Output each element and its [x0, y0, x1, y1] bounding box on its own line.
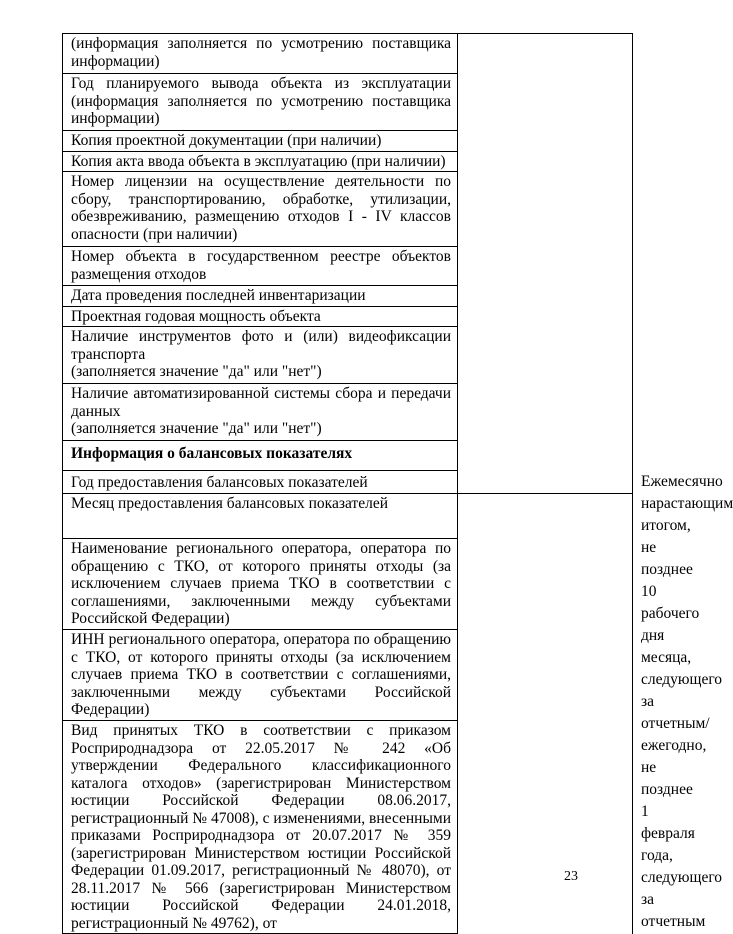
- table-cell: ИНН регионального оператора, оператора по обращению с ТКО, от которого приняты отходы (за исключением случаев приема ТКО в соответствии с соглашениями, заключенными между субъектами Российской Федерации): [63, 630, 458, 721]
- page-number: 23: [564, 869, 578, 884]
- table-cell: Проектная годовая мощность объекта: [63, 306, 458, 327]
- table-cell: Вид принятых ТКО в соответствии с приказом Росприроднадзора от 22.05.2017 № 242 «Об утверждении Федерального классификационного каталога отходов» (зарегистрирован Министерством юстиции Российской Федерации 08.06.2017, регистрационный № 47008), с изменениями, внесенными приказами Росприроднадзора от 20.07.2017 № 359 (зарегистрирован Министерством юстиции Российской Федерации 01.09.2017, регистрационный № 48070), от 28.11.2017 № 566 (зарегистрирован Министерством юстиции Российской Федерации 24.01.2018, регистрационный № 49762), от: [63, 721, 458, 934]
- cell-note: (заполняется значение "да" или "нет"): [71, 363, 322, 380]
- cell-text: Наличие инструментов фото и (или) видеофиксации транспорта: [71, 328, 451, 363]
- table-cell: Номер объекта в государственном реестре объектов размещения отходов: [63, 247, 458, 286]
- table-cell: Копия проектной документации (при наличии): [63, 131, 458, 152]
- table-cell: Месяц предоставления балансовых показателей: [63, 494, 458, 539]
- table-cell: [63, 384, 458, 441]
- table-cell: Номер лицензии на осуществление деятельности по сбору, транспортированию, обработке, утилизации, обезвреживанию, размещению отходов I - IV классов опасности (при наличии): [63, 172, 458, 247]
- table-cell: Год предоставления балансовых показателей: [63, 471, 458, 494]
- cell-note: (заполняется значение "да" или "нет"): [71, 420, 322, 437]
- empty-right-cell: [458, 34, 633, 494]
- table-cell: (информация заполняется по усмотрению поставщика информации): [63, 34, 458, 74]
- table-cell: Копия акта ввода объекта в эксплуатацию (при наличии): [63, 151, 458, 172]
- table-cell: Наименование регионального оператора, оператора по обращению с ТКО, от которого приняты отходы (за исключением случаев приема ТКО в соответствии с соглашениями, заключенными между субъектами Российской Федерации): [63, 539, 458, 630]
- cell-text: Наличие автоматизированной системы сбора и передачи данных: [71, 385, 451, 420]
- section-header: Информация о балансовых показателях: [63, 441, 458, 471]
- table-cell: Год планируемого вывода объекта из эксплуатации (информация заполняется по усмотрению поставщика информации): [63, 74, 458, 131]
- table-cell: Дата проведения последней инвентаризации: [63, 286, 458, 307]
- table-cell: [63, 327, 458, 384]
- requirements-table: (информация заполняется по усмотрению поставщика информации) Год планируемого вывода объекта из эксплуатации (информация заполняется по усмотрению поставщика информации) Копия проектной документации (при наличии) Копия акта ввода объекта в эксплуатацию (при наличии) Номер лицензии на осуществление деятельности по сбору, транспортированию, обработке, утилизации, обезвреживанию, размещению отходов I - IV классов опасности (при наличии) Номер объекта в государственном реестре объектов размещения отходов Дата проведения последней инвентаризации Проектная годовая мощность объекта Наличие инструментов фото и (или) видеофиксации транспорта (заполняется значение "да" или "нет") Наличие автоматизированной системы сбора и передачи данных (заполняется значение "да" или "нет") Информация о балансовых показателях Год предоставления балансовых показателей Ежемесячно нарастающим итогом, не позднее 10 рабочего дня месяца, следующего за отчетным/ежегодно, не позднее 1 февраля года, следующего за отчетным Месяц предоставления балансовых показателей Наименование регионального оператора, оператора по обращению с ТКО, от которого приняты отходы (за исключением случаев приема ТКО в соответствии с соглашениями, заключенными между субъектами Российской Федерации) ИНН регионального оператора, оператора по обращению с ТКО, от которого приняты отходы (за исключением случаев приема ТКО в соответствии с соглашениями, заключенными между субъектами Российской Федерации) Вид принятых ТКО в соответствии с приказом Росприроднадзора от 22.05.2017 № 242 «Об утверждении Федерального классификационного каталога отходов» (зарегистрирован Министерством юстиции Российской Федерации 08.06.2017, регистрационный № 47008), с изменениями, внесенными приказами Росприроднадзора от 20.07.2017 № 359 (зарегистрирован Министерством юстиции Российской Федерации 01.09.2017, регистрационный № 48070), от 28.11.2017 № 566 (зарегистрирован Министерством юстиции Российской Федерации 24.01.2018, регистрационный № 49762), от: [62, 33, 633, 934]
